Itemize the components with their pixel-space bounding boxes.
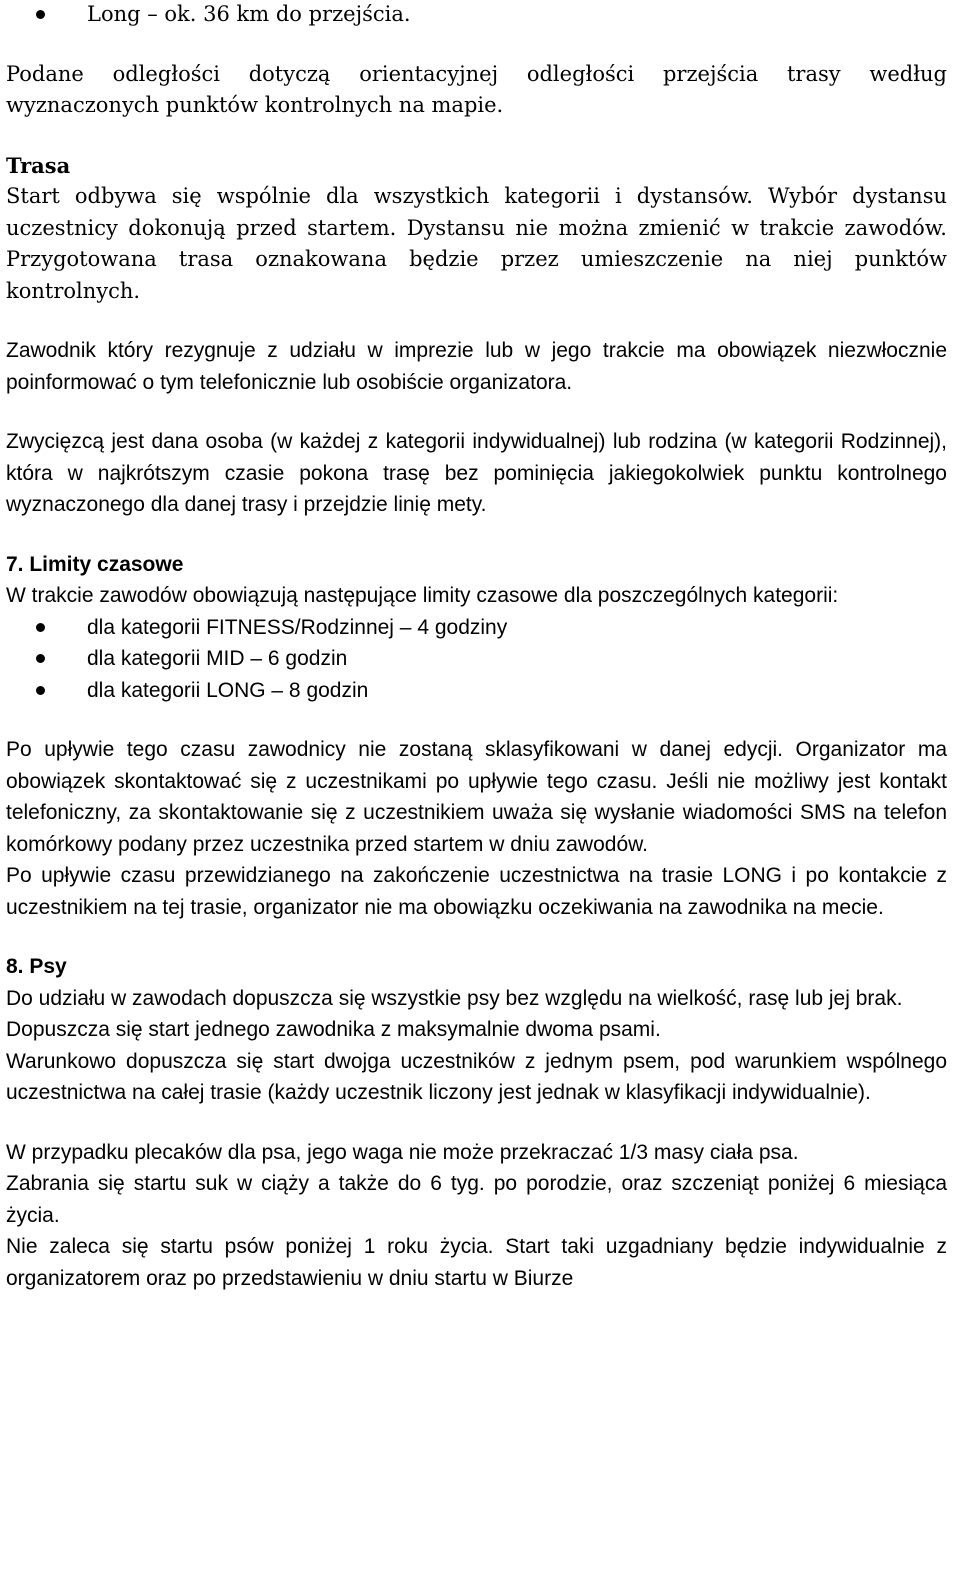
spacer — [6, 31, 947, 59]
limits-intro: W trakcie zawodów obowiązują następujące limity czasowe dla poszczególnych kategorii: — [6, 584, 839, 607]
document-page — [6, 0, 947, 1294]
dogs-para-5: Zabrania się startu suk w ciąży a także do 6 tyg. po porodzie, oraz szczeniąt poniżej 6 miesiąca życia. — [6, 1172, 947, 1227]
section-heading-trasa: Trasa — [6, 152, 71, 178]
dogs-para-3: Warunkowo dopuszcza się start dwojga uczestników z jednym psem, pod warunkiem wspólnego uczestnictwa na całej trasie (każdy uczestnik liczony jest jednak w klasyfikacji indywidualnie). — [6, 1049, 947, 1104]
dogs-para-1: Do udziału w zawodach dopuszcza się wszystkie psy bez względu na wielkość, rasę lub jej brak. — [6, 986, 903, 1010]
list-item: dla kategorii MID – 6 godzin — [36, 643, 947, 675]
resignation-note: Zawodnik który rezygnuje z udziału w imprezie lub w jego trakcie ma obowiązek niezwłocznie poinformować o tym telefonicznie lub osobiście organizatora. — [6, 339, 947, 394]
spacer — [6, 1109, 947, 1137]
list-item: Long – ok. 36 km do przejścia. — [36, 0, 947, 31]
limits-after-para-2: Po upływie czasu przewidzianego na zakończenie uczestnictwa na trasie LONG i po kontakcie z uczestnikiem na tej trasie, organizator nie ma obowiązku oczekiwania na zawodnika na mecie. — [6, 864, 947, 919]
limits-list — [6, 612, 947, 707]
spacer — [6, 706, 947, 734]
limits-after-para-1: Po upływie tego czasu zawodnicy nie zostaną sklasyfikowani w danej edycji. Organizator ma obowiązek skontaktować się z uczestnikami po upływie tego czasu. Jeśli nie możliwy jest kontakt telefoniczny, za skontaktowanie się z uczestnikiem uważa się wysłanie wiadomości SMS na telefon komórkowy podany przez uczestnika przed startem w dniu zawodów. — [6, 738, 947, 856]
spacer — [6, 398, 947, 426]
section-heading-dogs: 8. Psy — [6, 955, 67, 978]
distance-list — [6, 0, 947, 31]
winner-note: Zwycięzcą jest dana osoba (w każdej z kategorii indywidualnej) lub rodzina (w kategorii Rodzinnej), która w najkrótszym czasie pokona trasę bez pominięcia jakiegokolwiek punktu kontrolnego wyznaczonego dla danej trasy i przejdzie linię mety. — [6, 430, 947, 516]
spacer — [6, 521, 947, 549]
spacer — [6, 307, 947, 335]
list-item: dla kategorii FITNESS/Rodzinnej – 4 godziny — [36, 612, 947, 644]
dogs-para-4: W przypadku plecaków dla psa, jego waga nie może przekraczać 1/3 masy ciała psa. — [6, 1140, 799, 1164]
section-heading-limits: 7. Limity czasowe — [6, 552, 184, 576]
trasa-body: Start odbywa się wspólnie dla wszystkich kategorii i dystansów. Wybór dystansu uczestnicy dokonują przed startem. Dystansu nie można zmienić w trakcie zawodów. Przygotowana trasa oznakowana będzie przez umieszczenie na niej punktów kontrolnych. — [6, 184, 947, 303]
list-item: dla kategorii LONG – 8 godzin — [36, 675, 947, 707]
distances-note: Podane odległości dotyczą orientacyjnej odległości przejścia trasy według wyznaczonych punktów kontrolnych na mapie. — [6, 61, 947, 117]
spacer — [6, 923, 947, 951]
dogs-para-6: Nie zaleca się startu psów poniżej 1 roku życia. Start taki uzgadniany będzie indywidualnie z organizatorem oraz po przedstawieniu w dniu startu w Biurze — [6, 1235, 947, 1290]
spacer — [6, 122, 947, 150]
dogs-para-2: Dopuszcza się start jednego zawodnika z maksymalnie dwoma psami. — [6, 1018, 661, 1041]
